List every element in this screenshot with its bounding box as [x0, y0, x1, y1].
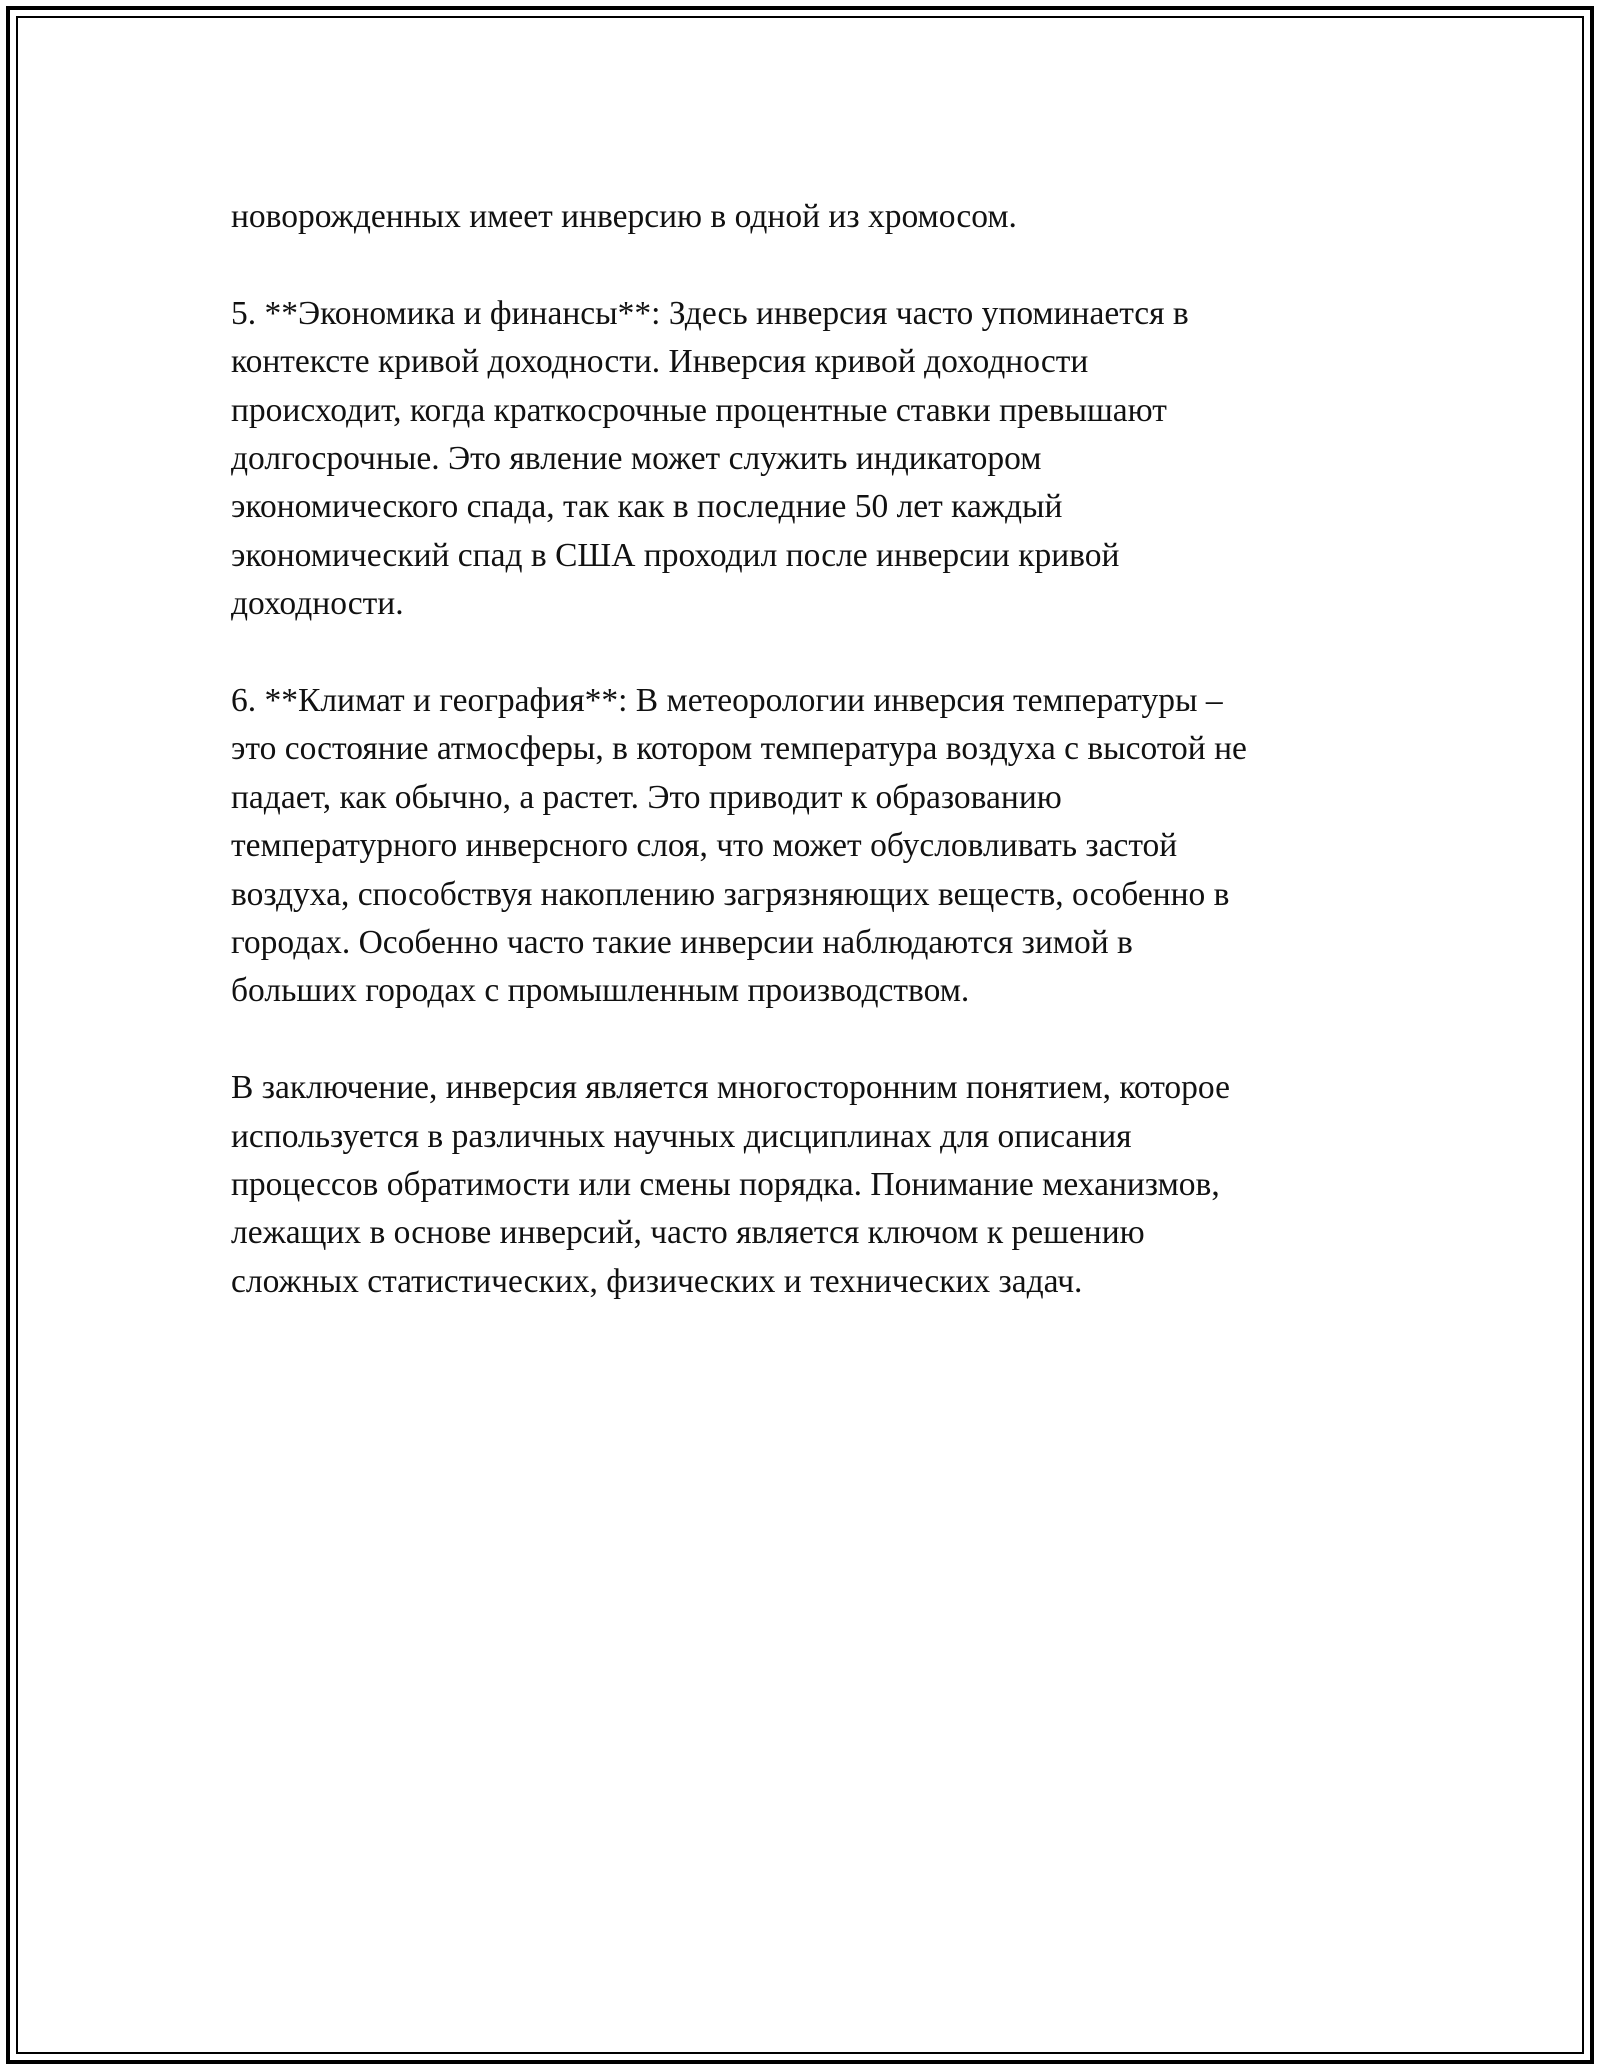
- text-line: экономический спад в США проходил после инверсии кривой: [231, 536, 1120, 574]
- document-body: [231, 193, 1401, 1355]
- text-line: долгосрочные. Это явление может служить индикатором: [231, 440, 1042, 478]
- text-line: падает, как обычно, а растет. Это приводит к образованию: [231, 778, 1062, 816]
- paragraph-conclusion: [231, 1064, 1401, 1306]
- text-line: доходности.: [231, 585, 404, 623]
- paragraph-continuation: [231, 193, 1401, 241]
- text-line: происходит, когда краткосрочные процентные ставки превышают: [231, 391, 1167, 429]
- text-line: воздуха, способствуя накоплению загрязняющих веществ, особенно в: [231, 875, 1230, 913]
- text-line: городах. Особенно часто такие инверсии наблюдаются зимой в: [231, 924, 1133, 962]
- text-line: В заключение, инверсия является многосторонним понятием, которое: [231, 1069, 1230, 1107]
- text-line: экономического спада, так как в последние 50 лет каждый: [231, 488, 1063, 526]
- text-line: 5. **Экономика и финансы**: Здесь инверсия часто упоминается в: [231, 294, 1189, 332]
- document-page: [6, 6, 1594, 2064]
- text-line: температурного инверсного слоя, что может обусловливать застой: [231, 827, 1178, 865]
- text-line: лежащих в основе инверсий, часто является ключом к решению: [231, 1214, 1145, 1252]
- text-line: новорожденных имеет инверсию в одной из хромосом.: [231, 198, 1017, 235]
- paragraph-economics: [231, 290, 1401, 629]
- text-line: больших городах с промышленным производством.: [231, 972, 970, 1010]
- text-line: сложных статистических, физических и технических задач.: [231, 1262, 1083, 1300]
- text-line: контексте кривой доходности. Инверсия кривой доходности: [231, 343, 1089, 381]
- text-line: 6. **Климат и география**: В метеорологии инверсия температуры –: [231, 682, 1223, 720]
- text-line: это состояние атмосферы, в котором температура воздуха с высотой не: [231, 730, 1247, 768]
- text-line: процессов обратимости или смены порядка. Понимание механизмов,: [231, 1166, 1220, 1204]
- paragraph-climate: [231, 677, 1401, 1016]
- text-line: используется в различных научных дисциплинах для описания: [231, 1117, 1132, 1155]
